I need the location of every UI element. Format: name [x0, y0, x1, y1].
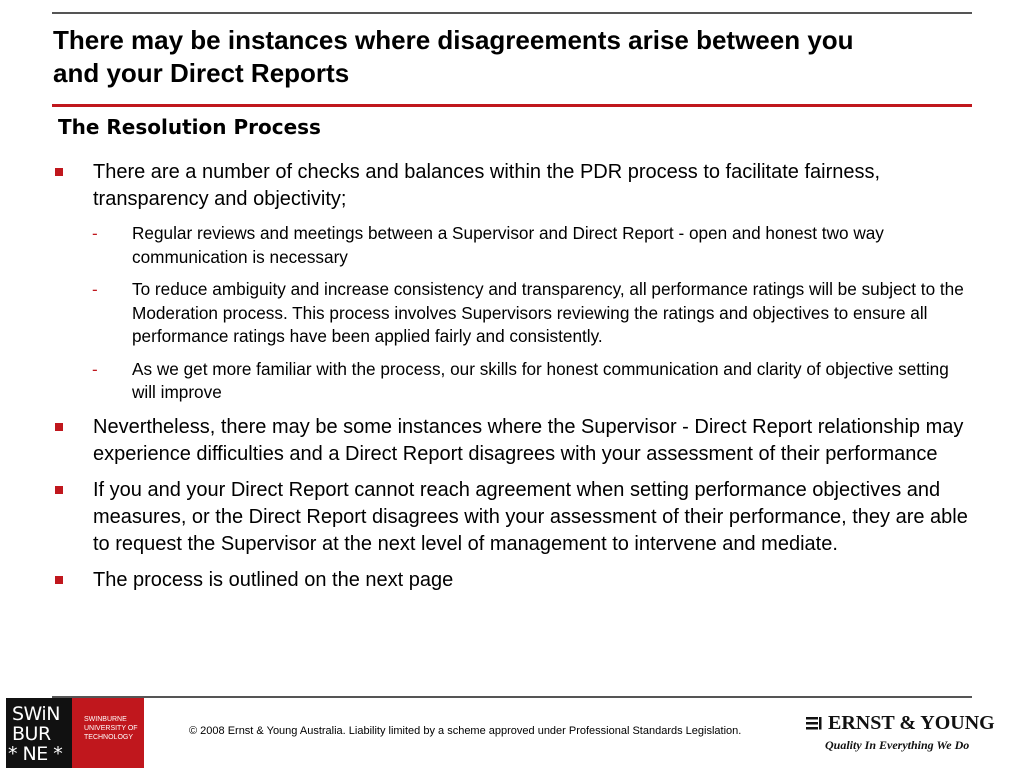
dash-bullet-icon: -	[92, 359, 98, 379]
bullet-text: The process is outlined on the next page	[93, 568, 454, 591]
ernst-young-logo	[806, 712, 995, 735]
ey-tagline: Quality In Everything We Do	[825, 738, 970, 752]
swinburne-logo-line-3: * NE *	[8, 743, 63, 765]
sub-bullet-list	[92, 222, 972, 405]
dash-bullet-icon: -	[92, 224, 98, 243]
swinburne-name-line-3: TECHNOLOGY	[84, 734, 134, 741]
bullet-text: There are a number of checks and balances within the PDR process to facilitate fairness, transparency and objectivity;	[93, 161, 881, 210]
copyright-notice: © 2008 Ernst & Young Australia. Liability limited by a scheme approved under Professional Standards Legislation.	[189, 725, 742, 737]
title-line-1: There may be instances where disagreements arise between you	[53, 25, 854, 55]
sub-bullet-text: Regular reviews and meetings between a Supervisor and Direct Report - open and honest two way communication is necessary	[132, 223, 884, 267]
swinburne-logo-line-2: BUR	[12, 723, 51, 745]
bullet-list	[52, 159, 972, 603]
ey-bars-icon	[806, 716, 824, 732]
ey-logo-text: ERNST & YOUNG	[828, 712, 995, 734]
title-underline	[52, 104, 972, 107]
swinburne-logo-line-1: SWiN	[12, 703, 60, 725]
title-line-2: and your Direct Reports	[53, 58, 350, 88]
bullet-item	[52, 159, 972, 213]
swinburne-logo	[6, 698, 72, 768]
sub-bullet-text: As we get more familiar with the process, our skills for honest communication and clarity of objective setting will improve	[132, 358, 949, 402]
square-bullet-icon	[55, 576, 63, 584]
bullet-item	[52, 477, 972, 558]
swinburne-name-line-2: UNIVERSITY OF	[84, 725, 138, 732]
sub-bullet-item	[92, 278, 972, 349]
swinburne-name-line-1: SWINBURNE	[84, 716, 127, 723]
dash-bullet-icon: -	[92, 280, 98, 299]
square-bullet-icon	[55, 423, 63, 431]
square-bullet-icon	[55, 168, 63, 176]
sub-bullet-item	[92, 222, 972, 269]
top-divider	[52, 12, 972, 14]
slide-title	[53, 24, 953, 90]
bullet-text: If you and your Direct Report cannot reach agreement when setting performance objectives and measures, or the Direct Report disagrees with your assessment of their performance, they are able to request the Supervisor at the next level of management to intervene and mediate.	[93, 478, 968, 555]
sub-bullet-text: To reduce ambiguity and increase consistency and transparency, all performance ratings will be subject to the Moderation process. This process involves Supervisors reviewing the ratings and objectives to ensure all performance ratings have been applied fairly and consistently.	[132, 279, 964, 346]
footer-divider	[52, 696, 972, 698]
section-heading: The Resolution Process	[58, 115, 321, 139]
sub-bullet-item	[92, 358, 972, 405]
bullet-item	[52, 414, 972, 468]
bullet-item	[52, 567, 972, 594]
square-bullet-icon	[55, 486, 63, 494]
bullet-text: Nevertheless, there may be some instances where the Supervisor - Direct Report relationship may experience difficulties and a Direct Report disagrees with your assessment of their performance	[93, 415, 964, 465]
swinburne-name-block	[72, 698, 144, 768]
